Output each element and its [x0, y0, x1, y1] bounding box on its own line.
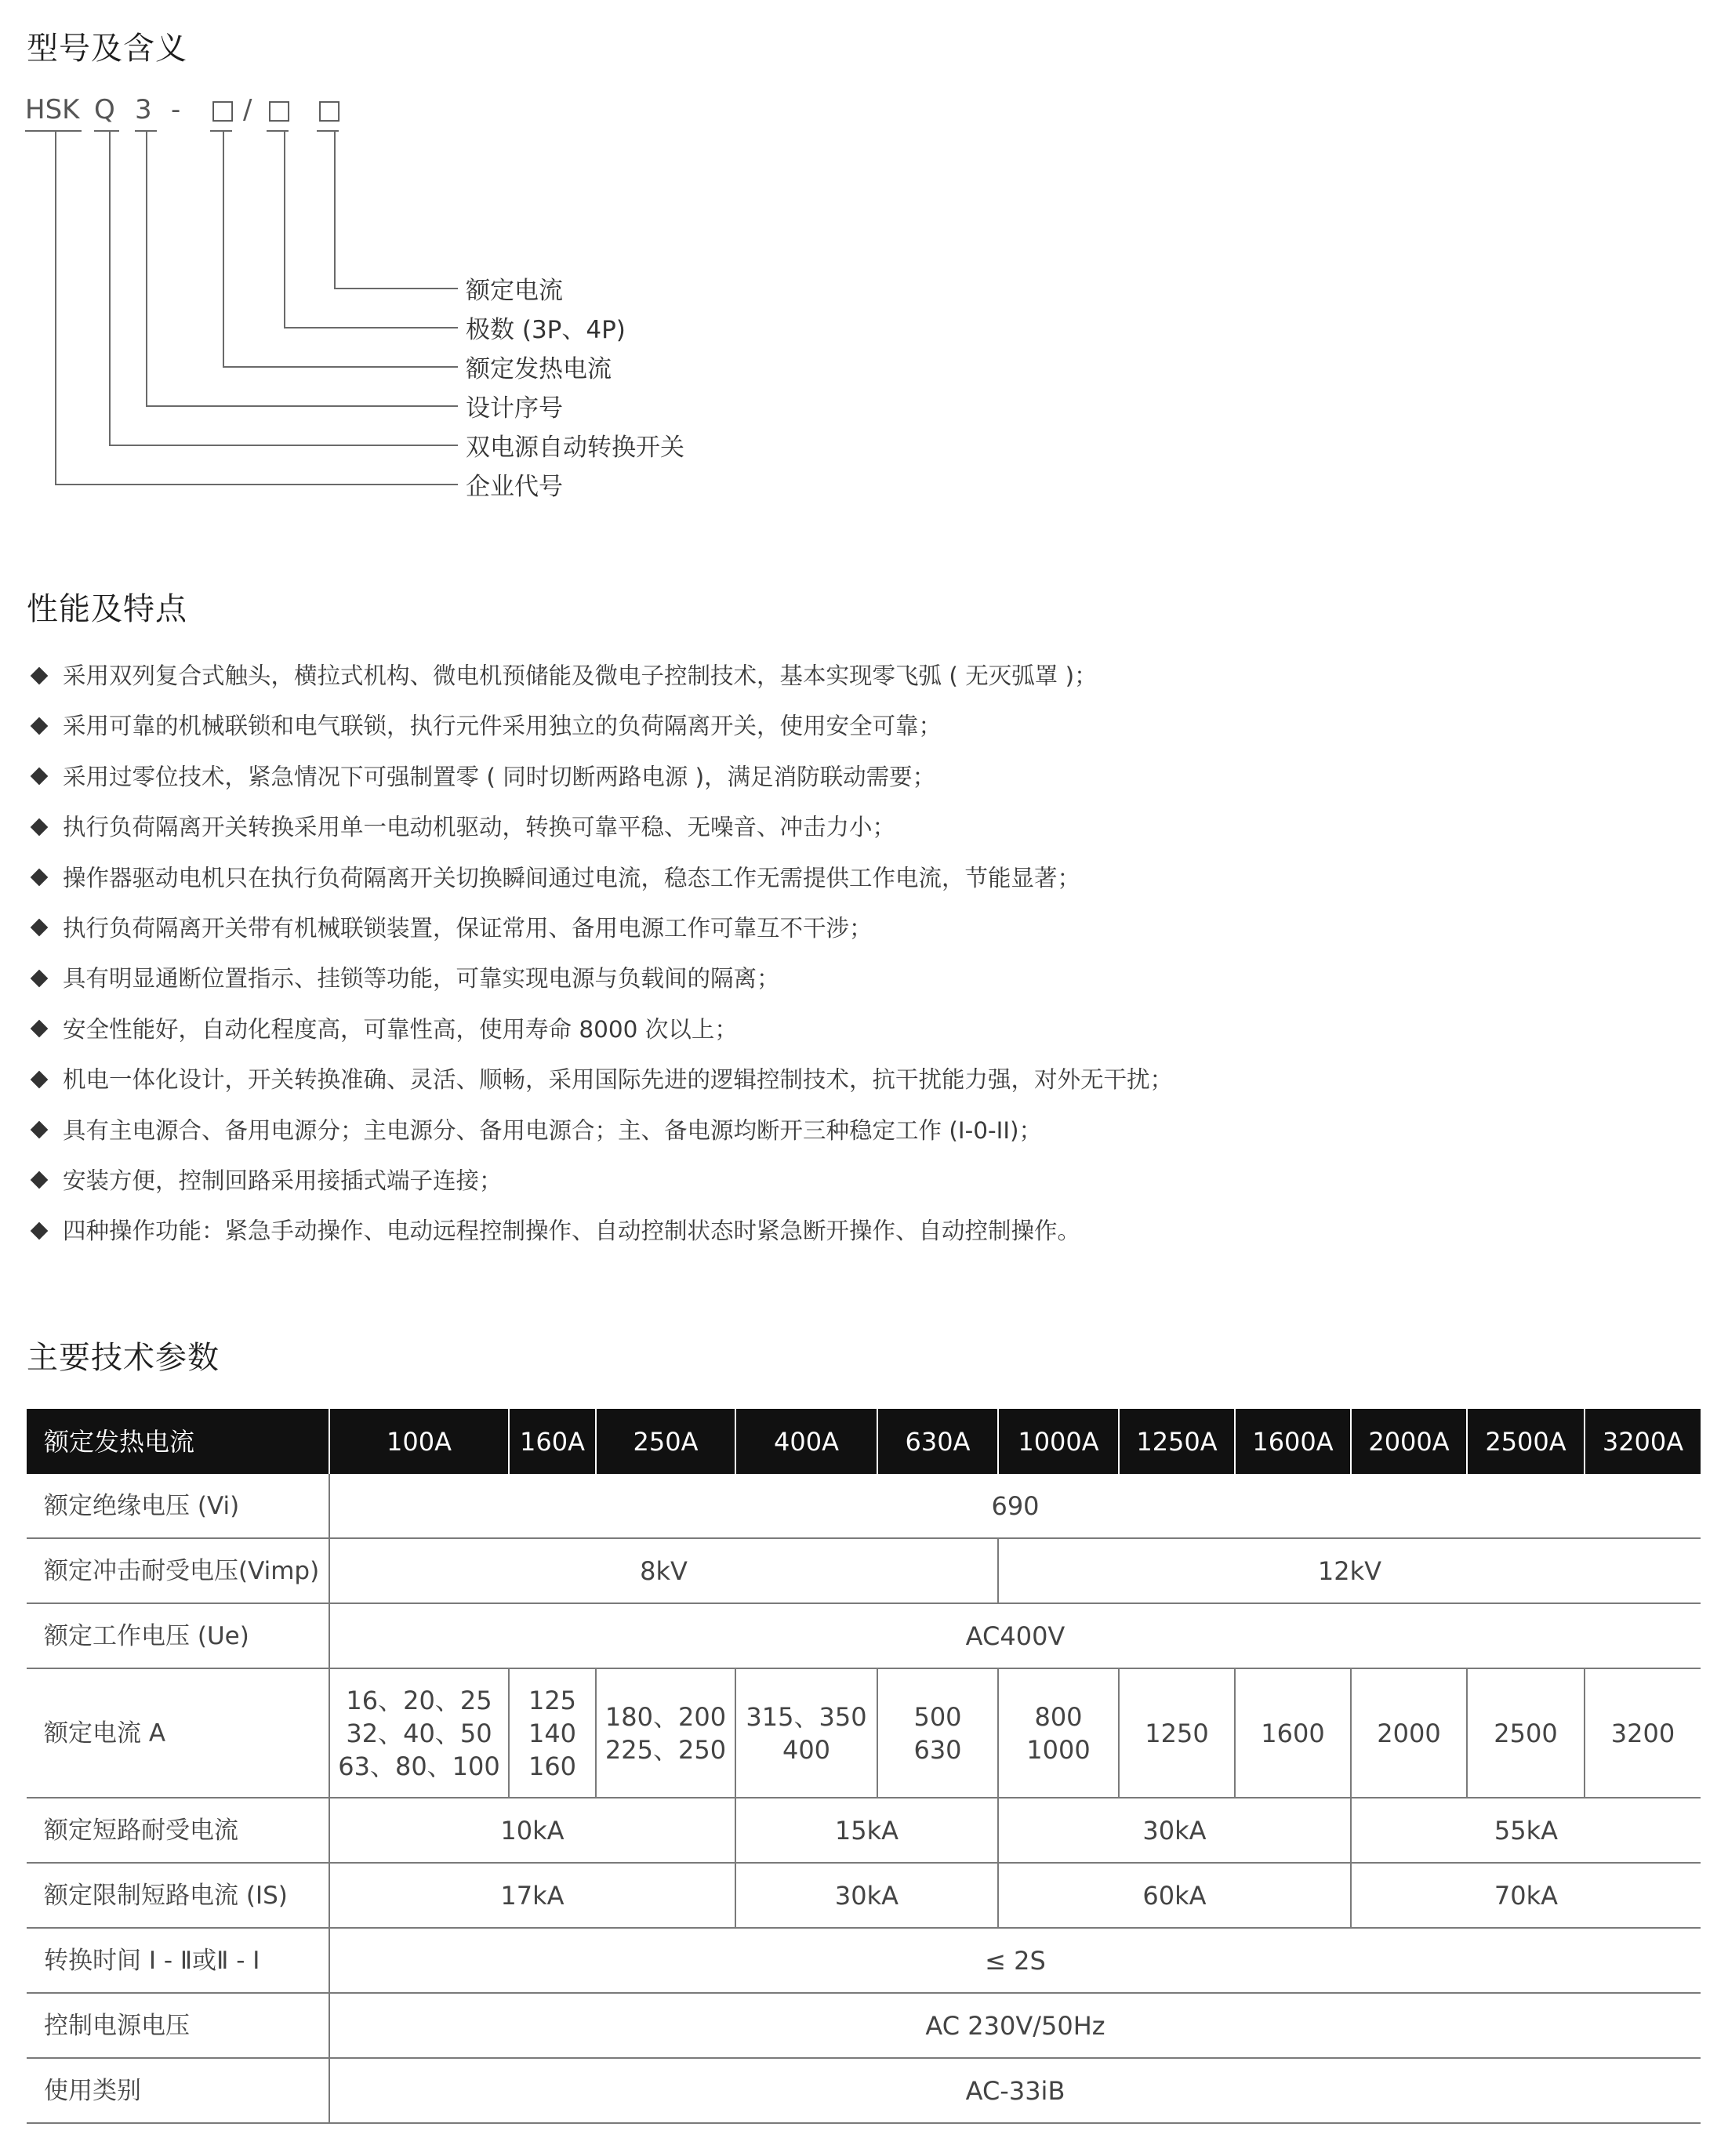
- row-label: 使用类别: [27, 2058, 329, 2123]
- table-row: [27, 1668, 1701, 1798]
- diamond-bullet-icon: [31, 666, 49, 684]
- list-item: [27, 659, 1173, 709]
- cell-line: 800: [1034, 1701, 1083, 1732]
- diamond-bullet-icon: [31, 768, 49, 786]
- table-row: [27, 2058, 1701, 2123]
- table-row: [27, 1993, 1701, 2058]
- table-cell: 2000: [1351, 1668, 1467, 1798]
- diamond-bullet-icon: [31, 1121, 49, 1139]
- header-cell: 1000A: [998, 1409, 1119, 1474]
- header-cell: 160A: [509, 1409, 596, 1474]
- table-cell: 60kA: [998, 1863, 1351, 1928]
- table-cell: 3200: [1585, 1668, 1701, 1798]
- code-part-type: Q: [94, 94, 115, 125]
- diamond-bullet-icon: [31, 919, 49, 937]
- row-label: 额定短路耐受电流: [27, 1798, 329, 1863]
- connector-line: [109, 130, 111, 445]
- code-part-slash: /: [243, 94, 252, 125]
- table-cell: 2500: [1467, 1668, 1585, 1798]
- table-row: [27, 1474, 1701, 1538]
- cell-line: 400: [782, 1734, 831, 1765]
- feature-text: 执行负荷隔离开关转换采用单一电动机驱动，转换可靠平稳、无噪音、冲击力小；: [63, 814, 896, 841]
- table-cell: 30kA: [735, 1863, 998, 1928]
- cell-line: 16、20、25: [346, 1685, 492, 1715]
- diamond-bullet-icon: [31, 970, 49, 988]
- row-label: 额定电流 A: [27, 1668, 329, 1798]
- code-part-box-poles: □: [267, 94, 292, 125]
- header-cell: 2500A: [1467, 1409, 1585, 1474]
- table-cell: 55kA: [1351, 1798, 1701, 1863]
- header-cell: 630A: [877, 1409, 998, 1474]
- connector-line: [146, 405, 458, 407]
- diamond-bullet-icon: [31, 717, 49, 735]
- meaning-poles: 极数 (3P、4P): [466, 316, 626, 344]
- code-part-box-heat-current: □: [210, 94, 236, 125]
- connector-line: [334, 130, 336, 289]
- connector-line: [284, 327, 458, 328]
- cell-line: 225、250: [604, 1734, 727, 1765]
- cell-line: 315、350: [746, 1701, 867, 1732]
- header-label: 额定发热电流: [27, 1409, 329, 1474]
- meaning-rated-current: 额定电流: [466, 277, 563, 305]
- code-part-box-rated-current: □: [317, 94, 343, 125]
- table-cell: 1250: [1119, 1668, 1235, 1798]
- header-cell: 400A: [735, 1409, 877, 1474]
- cell-line: 160: [528, 1751, 577, 1781]
- list-item: [27, 810, 1173, 860]
- feature-text: 采用可靠的机械联锁和电气联锁，执行元件采用独立的负荷隔离开关，使用安全可靠；: [63, 713, 942, 740]
- feature-text: 采用过零位技术，紧急情况下可强制置零 ( 同时切断两路电源 )，满足消防联动需要；: [63, 763, 936, 790]
- table-row: [27, 1863, 1701, 1928]
- table-cell: 12kV: [998, 1538, 1701, 1603]
- header-cell: 250A: [596, 1409, 735, 1474]
- table-cell: [329, 1668, 509, 1798]
- table-cell: 10kA: [329, 1798, 735, 1863]
- feature-text: 执行负荷隔离开关带有机械联锁装置，保证常用、备用电源工作可靠互不干涉；: [63, 914, 873, 942]
- model-section-title: 型号及含义: [27, 31, 187, 67]
- feature-text: 具有明显通断位置指示、挂锁等功能，可靠实现电源与负载间的隔离；: [63, 965, 780, 993]
- table-cell: 8kV: [329, 1538, 998, 1603]
- row-label: 控制电源电压: [27, 1993, 329, 2058]
- table-cell: AC 230V/50Hz: [329, 1993, 1701, 2058]
- table-cell: [877, 1668, 998, 1798]
- code-part-design: 3: [135, 94, 152, 125]
- header-cell: 100A: [329, 1409, 509, 1474]
- feature-text: 安装方便，控制回路采用接插式端子连接；: [63, 1167, 503, 1194]
- connector-line: [334, 288, 458, 289]
- code-underline: [94, 130, 119, 132]
- cell-line: 140: [528, 1718, 577, 1748]
- code-part-company: HSK: [25, 94, 80, 125]
- feature-text: 安全性能好，自动化程度高，可靠性高，使用寿命 8000 次以上；: [63, 1015, 738, 1043]
- table-cell: [509, 1668, 596, 1798]
- cell-line: 500: [913, 1701, 962, 1732]
- feature-text: 具有主电源合、备用电源分；主电源分、备用电源合；主、备电源均断开三种稳定工作 (I-0-II)；: [63, 1116, 1043, 1144]
- meaning-product-type: 双电源自动转换开关: [466, 434, 684, 462]
- list-item: [27, 760, 1173, 810]
- header-cell: 1600A: [1235, 1409, 1351, 1474]
- table-cell: ≤ 2S: [329, 1928, 1701, 1993]
- connector-line: [223, 366, 458, 368]
- connector-line: [55, 130, 56, 485]
- connector-line: [109, 445, 458, 446]
- list-item: [27, 1163, 1173, 1214]
- connector-line: [55, 484, 458, 485]
- table-header-row: [27, 1409, 1701, 1474]
- diamond-bullet-icon: [31, 1221, 49, 1240]
- row-label: 转换时间 Ⅰ - Ⅱ或Ⅱ - Ⅰ: [27, 1928, 329, 1993]
- list-item: [27, 1113, 1173, 1163]
- list-item: [27, 1012, 1173, 1062]
- spec-table: [27, 1409, 1701, 2124]
- cell-line: 1000: [1026, 1734, 1091, 1765]
- code-part-dash: -: [171, 94, 181, 125]
- list-item: [27, 1062, 1173, 1112]
- code-underline: [25, 130, 82, 132]
- table-cell: 17kA: [329, 1863, 735, 1928]
- cell-line: 125: [528, 1685, 577, 1715]
- cell-line: 63、80、100: [338, 1751, 500, 1781]
- features-list: [27, 659, 1173, 1265]
- row-label: 额定绝缘电压 (Vi): [27, 1474, 329, 1538]
- diamond-bullet-icon: [31, 1171, 49, 1189]
- row-label: 额定冲击耐受电压(Vimp): [27, 1538, 329, 1603]
- list-item: [27, 961, 1173, 1011]
- list-item: [27, 861, 1173, 911]
- diamond-bullet-icon: [31, 818, 49, 836]
- table-cell: AC-33iB: [329, 2058, 1701, 2123]
- params-section-title: 主要技术参数: [27, 1340, 220, 1376]
- connector-line: [284, 130, 285, 328]
- header-cell: 1250A: [1119, 1409, 1235, 1474]
- meaning-heat-current: 额定发热电流: [466, 355, 612, 383]
- row-label: 额定限制短路电流 (IS): [27, 1863, 329, 1928]
- connector-line: [223, 130, 224, 367]
- feature-text: 机电一体化设计，开关转换准确、灵活、顺畅，采用国际先进的逻辑控制技术，抗干扰能力强，对外无干扰；: [63, 1066, 1174, 1094]
- table-cell: [735, 1668, 877, 1798]
- table-cell: 15kA: [735, 1798, 998, 1863]
- table-row: [27, 1928, 1701, 1993]
- feature-text: 采用双列复合式触头，横拉式机构、微电机预储能及微电子控制技术，基本实现零飞弧 ( 无灭弧罩 )；: [63, 662, 1098, 689]
- table-cell: [596, 1668, 735, 1798]
- table-cell: 1600: [1235, 1668, 1351, 1798]
- meaning-company-code: 企业代号: [466, 473, 563, 501]
- meaning-design-serial: 设计序号: [466, 394, 563, 423]
- list-item: [27, 709, 1173, 759]
- header-cell: 3200A: [1585, 1409, 1701, 1474]
- feature-text: 四种操作功能：紧急手动操作、电动远程控制操作、自动控制状态时紧急断开操作、自动控制操作。: [63, 1218, 1081, 1245]
- header-cell: 2000A: [1351, 1409, 1467, 1474]
- list-item: [27, 1214, 1173, 1264]
- table-cell: 690: [329, 1474, 1701, 1538]
- cell-line: 180、200: [604, 1701, 727, 1732]
- cell-line: 630: [913, 1734, 962, 1765]
- table-cell: 30kA: [998, 1798, 1351, 1863]
- cell-line: 32、40、50: [346, 1718, 492, 1748]
- table-row: [27, 1538, 1701, 1603]
- diamond-bullet-icon: [31, 1070, 49, 1088]
- diamond-bullet-icon: [31, 869, 49, 887]
- features-section-title: 性能及特点: [27, 591, 187, 627]
- table-cell: 70kA: [1351, 1863, 1701, 1928]
- table-cell: AC400V: [329, 1603, 1701, 1668]
- diamond-bullet-icon: [31, 1020, 49, 1038]
- code-underline: [210, 130, 232, 132]
- row-label: 额定工作电压 (Ue): [27, 1603, 329, 1668]
- connector-line: [146, 130, 147, 406]
- feature-text: 操作器驱动电机只在执行负荷隔离开关切换瞬间通过电流，稳态工作无需提供工作电流，节能显著；: [63, 864, 1081, 891]
- list-item: [27, 911, 1173, 961]
- table-cell: [998, 1668, 1119, 1798]
- table-row: [27, 1798, 1701, 1863]
- table-row: [27, 1603, 1701, 1668]
